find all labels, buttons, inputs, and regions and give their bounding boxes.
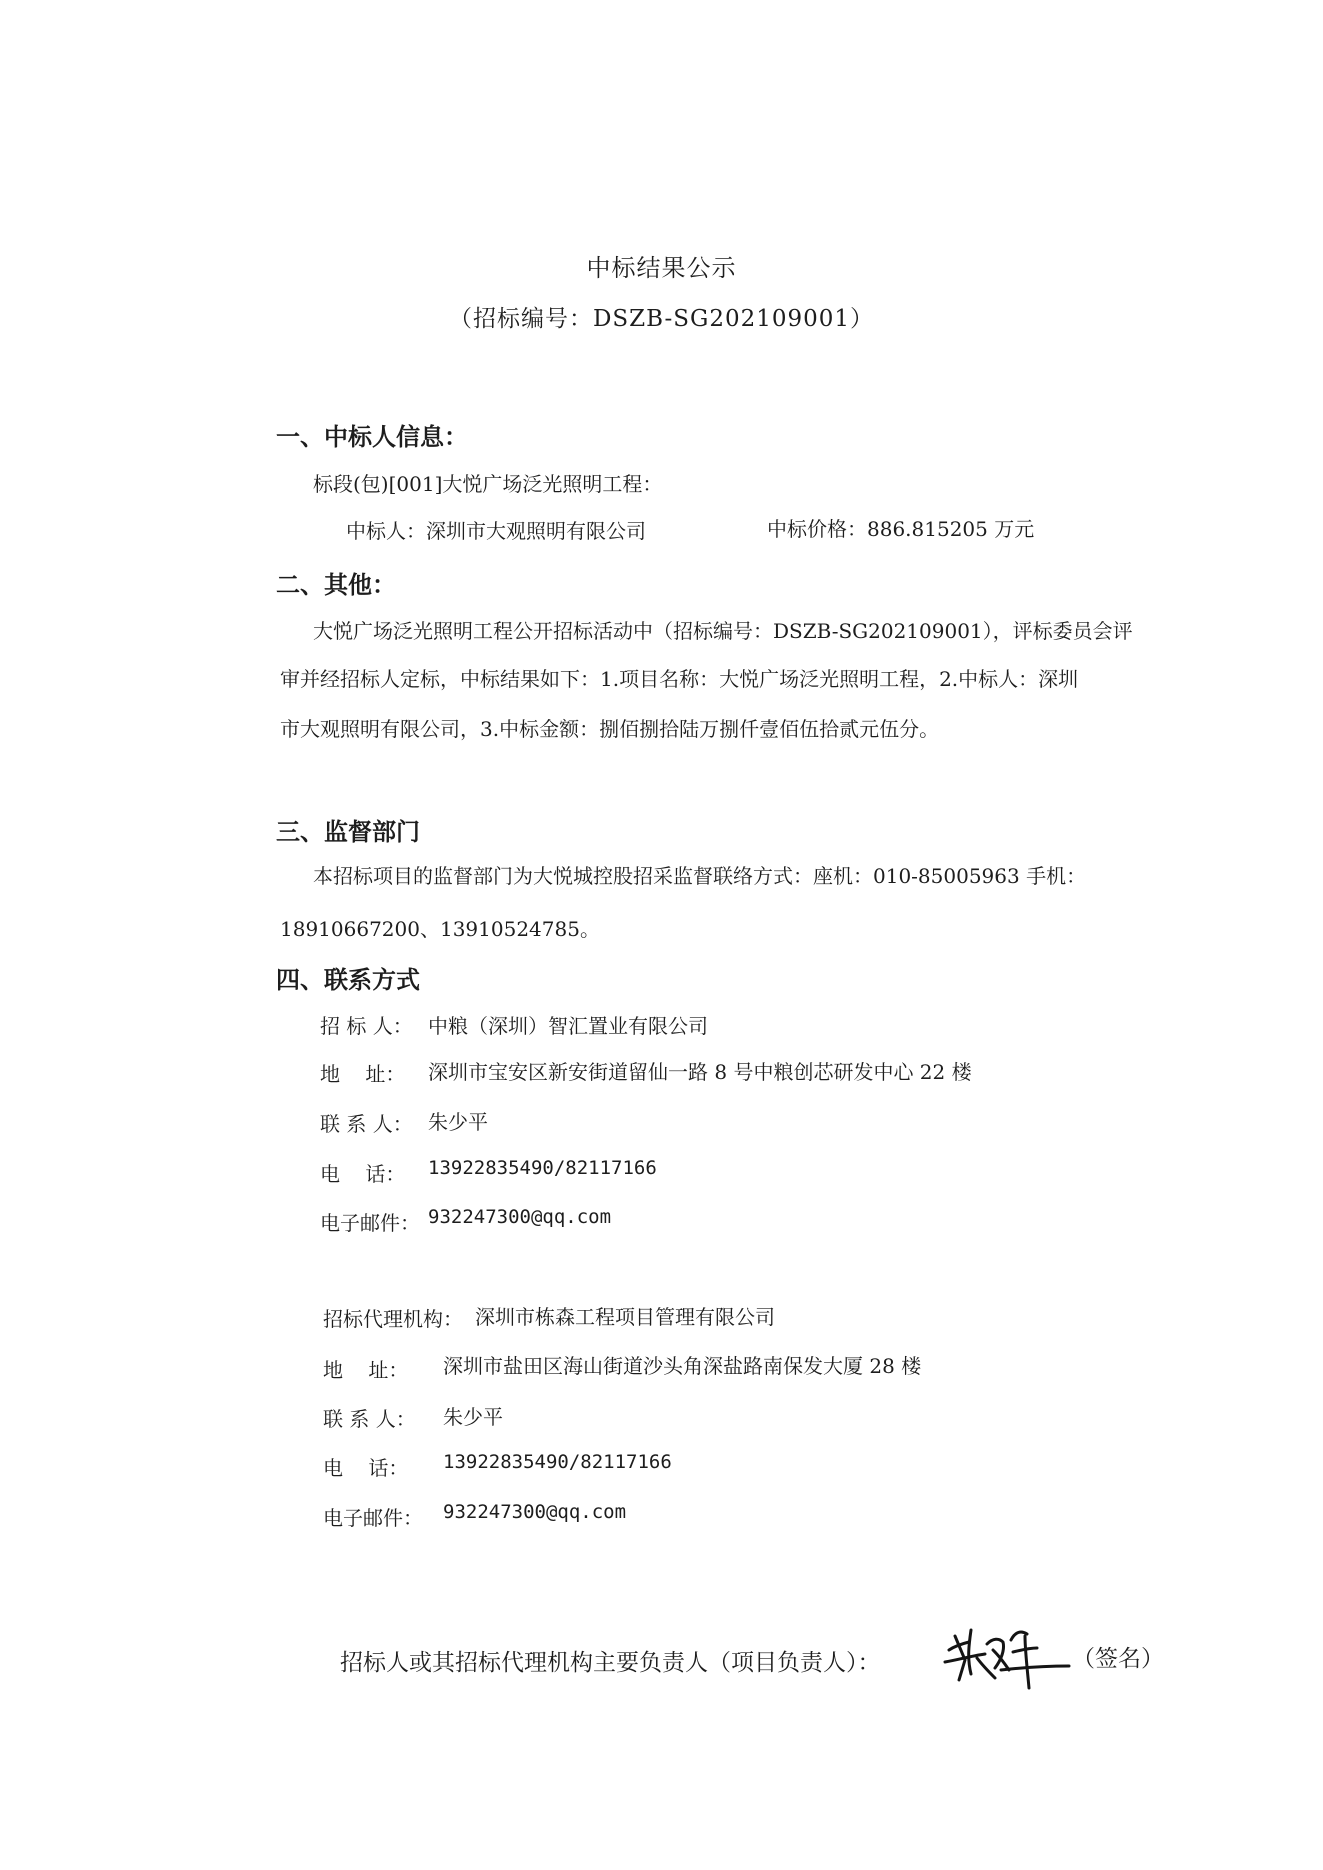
- other-line-1: 大悦广场泛光照明工程公开招标活动中（招标编号：DSZB-SG202109001），评标委员会评: [313, 619, 1133, 643]
- price-line: 中标价格：886.815205 万元: [767, 517, 1035, 541]
- tenderer-address-label: 地 址：: [320, 1062, 406, 1086]
- tenderer-contact-label: 联 系 人：: [320, 1112, 413, 1136]
- winner-line: 中标人：深圳市大观照明有限公司: [346, 519, 646, 543]
- agency-email: 932247300@qq.com: [443, 1501, 627, 1523]
- agency-phone-label: 电 话：: [323, 1456, 409, 1480]
- agency-phone: 13922835490/82117166: [443, 1451, 672, 1473]
- tenderer-email-label: 电子邮件：: [320, 1211, 420, 1235]
- tenderer-phone: 13922835490/82117166: [428, 1157, 657, 1179]
- section-3-heading: 三、监督部门: [276, 818, 420, 846]
- tenderer-address: 深圳市宝安区新安街道留仙一路 8 号中粮创芯研发中心 22 楼: [428, 1060, 972, 1084]
- tenderer-contact: 朱少平: [428, 1110, 488, 1134]
- responsible-person-label: 招标人或其招标代理机构主要负责人（项目负责人）：: [340, 1650, 881, 1676]
- signature-note: （签名）: [1072, 1646, 1164, 1672]
- bid-number: （招标编号：DSZB-SG202109001）: [448, 306, 875, 332]
- supervision-line-1: 本招标项目的监督部门为大悦城控股招采监督联络方式：座机：010-85005963 手机：: [313, 864, 1087, 888]
- tenderer-email: 932247300@qq.com: [428, 1206, 612, 1228]
- agency-contact: 朱少平: [443, 1405, 503, 1429]
- section-2-heading: 二、其他：: [276, 571, 396, 599]
- agency-contact-label: 联 系 人：: [323, 1407, 416, 1431]
- tenderer-value: 中粮（深圳）智汇置业有限公司: [428, 1014, 708, 1038]
- lot-line: 标段(包)[001]大悦广场泛光照明工程：: [313, 472, 663, 496]
- section-4-heading: 四、联系方式: [276, 966, 420, 994]
- section-1-heading: 一、中标人信息：: [276, 423, 468, 451]
- other-line-2: 审并经招标人定标，中标结果如下：1.项目名称：大悦广场泛光照明工程，2.中标人：深圳: [280, 667, 1079, 691]
- tenderer-label: 招 标 人：: [320, 1014, 413, 1038]
- agency-value: 深圳市栋森工程项目管理有限公司: [475, 1305, 775, 1329]
- other-line-3: 市大观照明有限公司，3.中标金额：捌佰捌拾陆万捌仟壹佰伍拾贰元伍分。: [280, 717, 940, 741]
- handwritten-signature: [941, 1620, 1073, 1694]
- page-title: 中标结果公示: [586, 254, 737, 282]
- tenderer-phone-label: 电 话：: [320, 1162, 406, 1186]
- agency-address-label: 地 址：: [323, 1358, 409, 1382]
- agency-address: 深圳市盐田区海山街道沙头角深盐路南保发大厦 28 楼: [443, 1354, 922, 1378]
- agency-email-label: 电子邮件：: [323, 1506, 423, 1530]
- agency-label: 招标代理机构：: [323, 1307, 463, 1331]
- supervision-line-2: 18910667200、13910524785。: [280, 917, 600, 941]
